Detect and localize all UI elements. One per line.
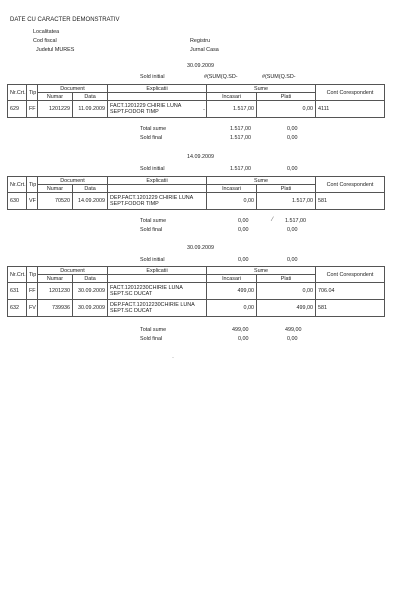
cell-numar: 1201230 xyxy=(38,283,73,300)
col-document: Document xyxy=(38,85,108,93)
sold-final-plati: 0,00 xyxy=(287,227,298,233)
cell-nr: 629 xyxy=(8,101,27,118)
col-explicatii: Explicatii xyxy=(108,85,207,93)
cell-data: 30.09.2009 xyxy=(73,283,108,300)
section-date: 30.09.2009 xyxy=(187,63,214,69)
section-date: 30.09.2009 xyxy=(187,245,214,251)
cell-numar: 70520 xyxy=(38,193,73,210)
total-incasari: 1.517,00 xyxy=(230,126,251,132)
col-nr-crt: Nr.Crt. xyxy=(8,267,27,283)
sold-final-label: Sold final xyxy=(140,135,163,141)
sold-initial-incasari: #(SUM(Q.SD- xyxy=(204,74,238,80)
cod-fiscal-label: Cod fiscal xyxy=(33,38,57,44)
sold-final-incasari: 1.517,00 xyxy=(230,135,251,141)
sold-initial-label: Sold initial xyxy=(140,74,165,80)
col-plati: Plati xyxy=(257,93,316,101)
col-numar: Numar xyxy=(38,275,73,283)
sold-initial-plati: 0,00 xyxy=(287,166,298,172)
cell-explicatii: FACT.1201229 CHIRIE LUNA SEPT.FODOR TIMP xyxy=(108,101,207,118)
cell-plati: 1.517,00 xyxy=(257,193,316,210)
col-document: Document xyxy=(38,177,108,185)
col-explicatii-blank xyxy=(108,275,207,283)
col-nr-crt: Nr.Crt. xyxy=(8,177,27,193)
sold-final-incasari: 0,00 xyxy=(238,227,249,233)
col-explicatii-blank xyxy=(108,185,207,193)
cell-tip: VF xyxy=(27,193,38,210)
cell-plati: 0,00 xyxy=(257,101,316,118)
col-data: Data xyxy=(73,185,108,193)
col-explicatii-blank xyxy=(108,93,207,101)
cell-nr: 631 xyxy=(8,283,27,300)
cell-cont: 706.04 xyxy=(316,283,385,300)
table-row xyxy=(8,283,385,300)
cell-numar: 1201229 xyxy=(38,101,73,118)
cell-nr: 630 xyxy=(8,193,27,210)
cell-nr: 632 xyxy=(8,300,27,317)
register-table xyxy=(7,176,385,210)
col-cont: Cont Corespondent xyxy=(316,267,385,283)
cell-cont: 4111 xyxy=(316,101,385,118)
total-incasari: 0,00 xyxy=(238,218,249,224)
stray-mark: · xyxy=(172,355,174,361)
col-cont: Cont Corespondent xyxy=(316,177,385,193)
pen-mark: - xyxy=(203,107,205,113)
cell-incasari: 0,00 xyxy=(207,300,257,317)
sold-initial-label: Sold initial xyxy=(140,257,165,263)
sold-final-label: Sold final xyxy=(140,227,163,233)
page-title: DATE CU CARACTER DEMONSTRATIV xyxy=(10,17,120,23)
cell-plati: 499,00 xyxy=(257,300,316,317)
cell-incasari: 499,00 xyxy=(207,283,257,300)
registru-label: Registru xyxy=(190,38,211,44)
col-incasari: Incasari xyxy=(207,93,257,101)
cell-tip: FF xyxy=(27,283,38,300)
cell-explicatii: DEP.FACT.12012230CHIRIE LUNA SEPT.SC DUCAT xyxy=(108,300,207,317)
localitatea-label: Localitatea xyxy=(33,29,60,35)
cell-tip: FF xyxy=(27,101,38,118)
col-tip: Tip xyxy=(27,267,38,283)
cell-incasari: 1.517,00 xyxy=(207,101,257,118)
col-cont: Cont Corespondent xyxy=(316,85,385,101)
total-sume-label: Total sume xyxy=(140,218,167,224)
section-date: 14.09.2009 xyxy=(187,154,214,160)
jurnal-label: Jurnal Casa xyxy=(190,47,219,53)
cell-data: 11.09.2009 xyxy=(73,101,108,118)
total-sume-label: Total sume xyxy=(140,126,167,132)
col-sume: Sume xyxy=(207,85,316,93)
col-incasari: Incasari xyxy=(207,275,257,283)
sold-initial-incasari: 1.517,00 xyxy=(230,166,251,172)
cell-incasari: 0,00 xyxy=(207,193,257,210)
table-row xyxy=(8,193,385,210)
col-incasari: Incasari xyxy=(207,185,257,193)
register-table xyxy=(7,266,385,317)
col-sume: Sume xyxy=(207,177,316,185)
sold-final-plati: 0,00 xyxy=(287,135,298,141)
cell-numar: 739936 xyxy=(38,300,73,317)
total-sume-label: Total sume xyxy=(140,327,167,333)
sold-final-label: Sold final xyxy=(140,336,163,342)
sold-final-incasari: 0,00 xyxy=(238,336,249,342)
col-nr-crt: Nr.Crt. xyxy=(8,85,27,101)
judetul-label: Judetul MURES xyxy=(36,47,75,53)
pen-check-mark: ⁄ xyxy=(272,217,274,223)
cell-plati: 0,00 xyxy=(257,283,316,300)
col-data: Data xyxy=(73,275,108,283)
cell-tip: FV xyxy=(27,300,38,317)
register-table xyxy=(7,84,385,118)
cell-data: 14.09.2009 xyxy=(73,193,108,210)
table-row xyxy=(8,300,385,317)
cell-cont: 581 xyxy=(316,193,385,210)
sold-initial-plati: 0,00 xyxy=(287,257,298,263)
col-tip: Tip xyxy=(27,85,38,101)
sold-initial-plati: #(SUM(Q.SD- xyxy=(262,74,296,80)
col-plati: Plati xyxy=(257,185,316,193)
col-tip: Tip xyxy=(27,177,38,193)
table-row xyxy=(8,101,385,118)
col-data: Data xyxy=(73,93,108,101)
sold-final-plati: 0,00 xyxy=(287,336,298,342)
cell-cont: 581 xyxy=(316,300,385,317)
total-plati: 1.517,00 xyxy=(285,218,306,224)
total-plati: 499,00 xyxy=(285,327,302,333)
col-sume: Sume xyxy=(207,267,316,275)
sold-initial-label: Sold initial xyxy=(140,166,165,172)
col-explicatii: Explicatii xyxy=(108,267,207,275)
col-numar: Numar xyxy=(38,185,73,193)
cell-explicatii: DEP.FACT.1201229 CHIRIE LUNA SEPT.FODOR TIMP xyxy=(108,193,207,210)
col-numar: Numar xyxy=(38,93,73,101)
total-plati: 0,00 xyxy=(287,126,298,132)
total-incasari: 499,00 xyxy=(232,327,249,333)
cell-data: 30.09.2009 xyxy=(73,300,108,317)
col-document: Document xyxy=(38,267,108,275)
col-explicatii: Explicatii xyxy=(108,177,207,185)
col-plati: Plati xyxy=(257,275,316,283)
sold-initial-incasari: 0,00 xyxy=(238,257,249,263)
cell-explicatii: FACT.12012230CHIRIE LUNA SEPT.SC DUCAT xyxy=(108,283,207,300)
